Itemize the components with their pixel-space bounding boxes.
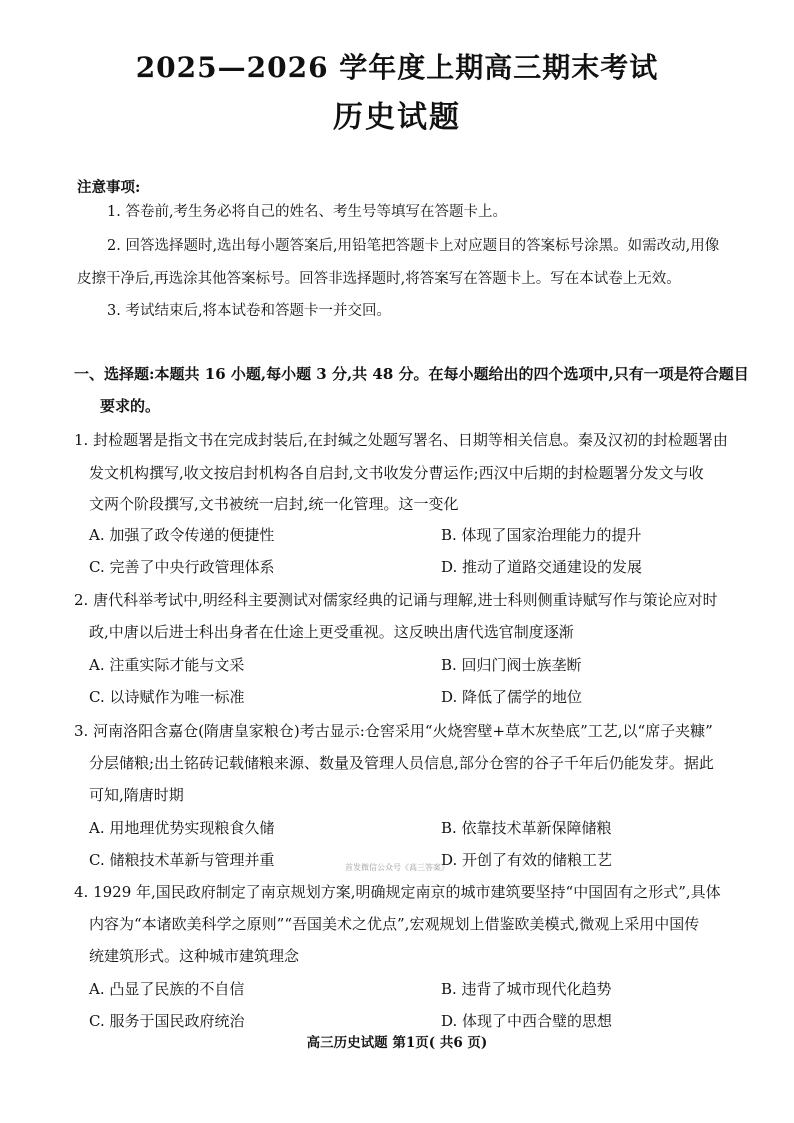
option-a: A. 加强了政令传递的便捷性 <box>89 526 275 544</box>
option-b: B. 体现了国家治理能力的提升 <box>441 526 642 544</box>
question-1-line: 1. 封检题署是指文书在完成封装后,在封缄之处题写署名、日期等相关信息。秦及汉初的封检题署由 <box>74 431 728 449</box>
option-c: C. 服务于国民政府统治 <box>89 1012 245 1030</box>
page-footer: 高三历史试题 第1页( 共6 页) <box>306 1035 488 1051</box>
option-b: B. 依靠技术革新保障储粮 <box>441 819 612 837</box>
notice-line: 皮擦干净后,再选涂其他答案标号。回答非选择题时,将答案写在答题卡上。写在本试卷上无效。 <box>77 271 681 287</box>
option-b: B. 回归门阀士族垄断 <box>441 656 582 674</box>
question-3-line: 3. 河南洛阳含嘉仓(隋唐皇家粮仓)考古显示:仓窖采用“火烧窖壁+草木灰垫底”工艺,以“席子夹糠” <box>74 722 713 740</box>
question-4-line: 内容为“本诸欧美科学之原则”“吾国美术之优点”,宏观规划上借鉴欧美模式,微观上采用中国传 <box>89 915 700 933</box>
option-d: D. 推动了道路交通建设的发展 <box>441 558 643 576</box>
option-d: D. 降低了儒学的地位 <box>441 688 583 706</box>
question-1-line: 发文机构撰写,收文按启封机构各自启封,文书收发分曹运作;西汉中后期的封检题署分发文与收 <box>89 464 704 482</box>
question-2-line: 政,中唐以后进士科出身者在仕途上更受重视。这反映出唐代选官制度逐渐 <box>89 623 574 641</box>
option-d: D. 开创了有效的储粮工艺 <box>441 851 613 869</box>
option-c: C. 完善了中央行政管理体系 <box>89 558 275 576</box>
question-3-line: 可知,隋唐时期 <box>89 786 184 804</box>
question-2-line: 2. 唐代科举考试中,明经科主要测试对儒家经典的记诵与理解,进士科则侧重诗赋写作与策论应对时 <box>74 591 718 609</box>
subject-title: 历史试题 <box>333 100 461 135</box>
question-1-line: 文两个阶段撰写,文书被统一启封,统一化管理。这一变化 <box>89 495 459 513</box>
option-a: A. 凸显了民族的不自信 <box>89 980 245 998</box>
option-a: A. 用地理优势实现粮食久储 <box>89 819 275 837</box>
option-d: D. 体现了中西合璧的思想 <box>441 1012 613 1030</box>
notice-line: 2. 回答选择题时,选出每小题答案后,用铅笔把答题卡上对应题目的答案标号涂黑。如需改动,用像 <box>107 238 720 254</box>
exam-title: 2025—2026 学年度上期高三期末考试 <box>135 51 659 84</box>
question-3-line: 分层储粮;出土铭砖记载储粮来源、数量及管理人员信息,部分仓窖的谷子千年后仍能发芽。据此 <box>89 754 714 772</box>
notice-line: 3. 考试结束后,将本试卷和答题卡一并交回。 <box>107 303 392 319</box>
section-heading-cont: 要求的。 <box>100 397 161 415</box>
option-c: C. 储粮技术革新与管理并重 <box>89 851 275 869</box>
option-a: A. 注重实际才能与文采 <box>89 656 245 674</box>
notice-line: 1. 答卷前,考生务必将自己的姓名、考生号等填写在答题卡上。 <box>107 204 508 220</box>
option-c: C. 以诗赋作为唯一标准 <box>89 688 245 706</box>
section-heading: 一、选择题:本题共 16 小题,每小题 3 分,共 48 分。在每小题给出的四个选项中,只有一项是符合题目 <box>74 365 749 383</box>
watermark: 首发微信公众号《高三答案》 <box>345 863 449 872</box>
option-b: B. 违背了城市现代化趋势 <box>441 980 612 998</box>
notice-heading: 注意事项: <box>77 179 141 196</box>
question-4-line: 统建筑形式。这种城市建筑理念 <box>89 947 300 965</box>
question-4-line: 4. 1929 年,国民政府制定了南京规划方案,明确规定南京的城市建筑要坚持“中国固有之形式”,具体 <box>74 883 721 901</box>
